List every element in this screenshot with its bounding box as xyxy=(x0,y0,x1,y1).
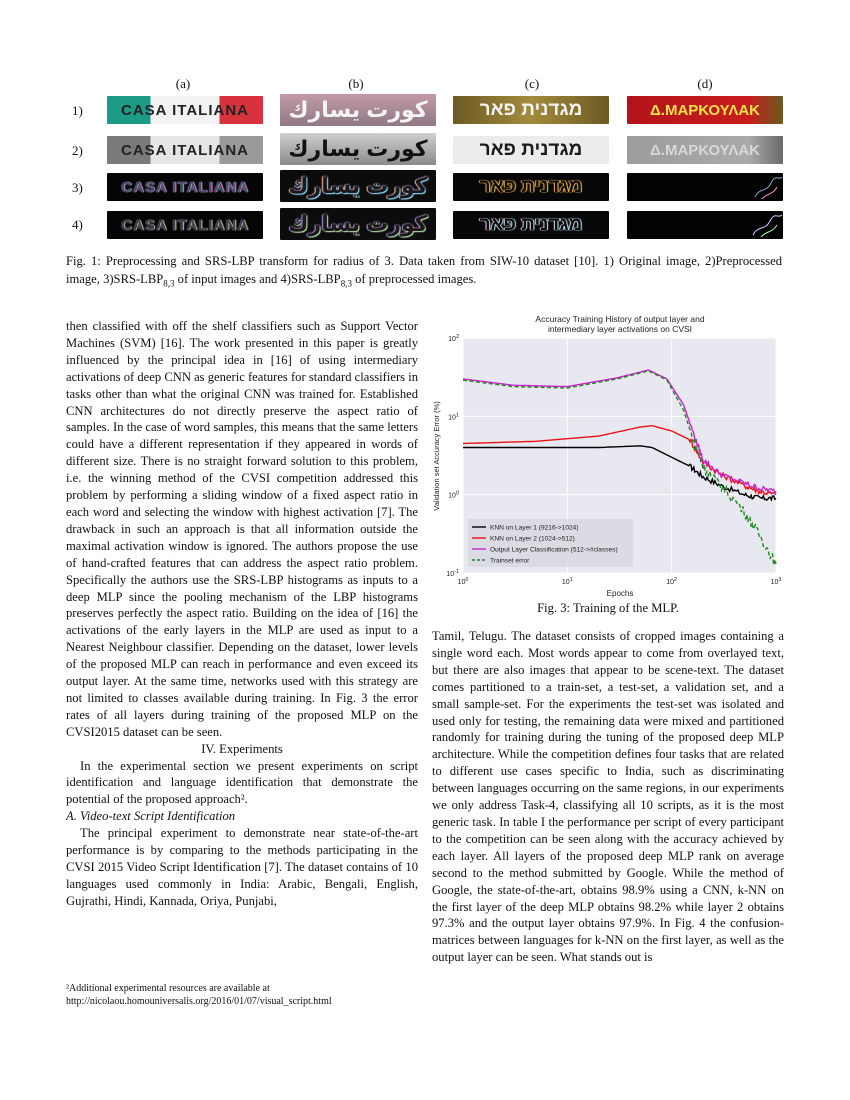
chart-title-line-2: intermediary layer activations on CVSI xyxy=(547,324,693,334)
tile-b-srslbp-input: كورت يسارك xyxy=(280,170,436,202)
paragraph: In the experimental section we present experiments on script identification and language identification that demonstrate the potential of the proposed approach². xyxy=(66,758,418,807)
tile-d-original: Δ.ΜΑΡΚΟΥΛΑΚ xyxy=(627,96,783,124)
tile-a-srslbp-preprocessed: CASA ITALIANA xyxy=(107,211,263,239)
tile-b-srslbp-preprocessed: كورت يسارك xyxy=(280,208,436,240)
figure-3-chart xyxy=(428,308,790,600)
figure-3-caption: Fig. 3: Training of the MLP. xyxy=(537,601,679,615)
col-label-c: (c) xyxy=(524,76,540,91)
tile-a-preprocessed: CASA ITALIANA xyxy=(107,136,263,164)
x-tick-label: $10^0$ xyxy=(457,577,469,586)
left-column xyxy=(66,318,418,910)
legend-entry: Output Layer Classification (512->#classes) xyxy=(490,546,618,554)
row-label-3: 3) xyxy=(72,180,83,195)
tile-c-srslbp-preprocessed: מגדנית פאר xyxy=(453,211,609,239)
tile-d-preprocessed: Δ.ΜΑΡΚΟΥΛΑΚ xyxy=(627,136,783,164)
footnote: ²Additional experimental resources are available at http://nicolaou.homouniversalis.org/2016/01/07/visual_script.html xyxy=(66,983,332,1007)
tile-b-preprocessed: كورت يسارك xyxy=(280,133,436,165)
tile-b-original: كورت يسارك xyxy=(280,94,436,126)
legend xyxy=(468,519,633,567)
row-label-1: 1) xyxy=(72,103,83,118)
chart-title-line-1: Accuracy Training History of output layer and xyxy=(535,314,705,324)
tile-a-original: CASA ITALIANA xyxy=(107,96,263,124)
tile-a-srslbp-input: CASA ITALIANA xyxy=(107,173,263,201)
tile-c-srslbp-input: מגדנית פאר xyxy=(453,173,609,201)
row-label-2: 2) xyxy=(72,143,83,158)
paragraph: The principal experiment to demonstrate near state-of-the-art performance is by comparing to the methods participating in the CVSI 2015 Video Script Identification [7]. The dataset contains of 10 languages used commonly in India: Arabic, Bengali, English, Gujrathi, Hindi, Kannada, Oriya, Punjabi, xyxy=(66,826,418,908)
legend-entry: Trainset error xyxy=(490,557,530,565)
figure-1-caption: Fig. 1: Preprocessing and SRS-LBP transform for radius of 3. Data taken from SIW-10 dataset [10]. 1) Original image, 2)Preprocessed image, $3)SRS-LBP_{8,3}$ of input images and $4)SRS-LBP_{8,3}$ of preprocessed images. xyxy=(66,254,782,289)
y-tick-label: $10^2$ xyxy=(448,334,459,343)
legend-entry: KNN on Layer 2 (1024->512) xyxy=(490,535,575,543)
tile-c-original: מגדנית פאר xyxy=(453,96,609,124)
x-axis-label: Epochs xyxy=(606,589,634,598)
right-column xyxy=(432,628,784,966)
row-label-4: 4) xyxy=(72,217,83,232)
texture-scribble xyxy=(627,173,783,201)
y-tick-label: $10^0$ xyxy=(448,490,459,500)
x-tick-label: $10^1$ xyxy=(561,577,573,586)
subsection-heading: A. Video-text Script Identification xyxy=(66,809,236,824)
texture-scribble xyxy=(627,211,783,239)
y-tick-label: $10^1$ xyxy=(448,412,459,422)
x-tick-label: $10^2$ xyxy=(666,577,678,586)
col-label-d: (d) xyxy=(697,76,713,91)
legend-entry: KNN on Layer 1 (9216->1024) xyxy=(490,524,579,532)
y-axis-label: Validation set Accuracy Error (%) xyxy=(432,401,441,511)
tile-d-srslbp-input xyxy=(627,173,783,201)
section-heading: IV. Experiments xyxy=(201,741,283,756)
col-label-b: (b) xyxy=(348,76,364,91)
tile-c-preprocessed: מגדנית פאר xyxy=(453,136,609,164)
y-tick-label: $10^{-1}$ xyxy=(446,569,459,578)
paragraph: then classified with off the shelf classifiers such as Support Vector Machines (SVM) [16]. The work presented in this paper is greatly influenced by the principal idea in [16] of using intermediary activations of deep CNN as generic features for standard classifiers in tasks other than what the original CNN was trained for. Established CNN architectures do not directly preserve the aspect ratio of samples. In the case of word samples, this means that the same letters could have a different representation if they appeared in words of different size. There is no straight forward solution to this problem, i.e. the winning method of the CVSI competition addressed this problem by performing a sliding window of a fixed aspect ratio in each word and selecting the window with highest activation [7]. The drawback in such an approach is that all information outside the maximal activation window is ignored. The authors propose the use of hand-crafted features that can address the aspect ratio problem. Specifically the authors use the SRS-LBP histograms as inputs to a deep MLP since the pooling mechanism of the LBP histograms preserves perfectly the aspect ratio. Building on the idea of [16] the activations of the early layers in the MLP are used as input to a Nearest Neighbour classifier. Depending on the dataset, lower levels of the proposed MLP can reach in performance and even exceed its output layer. At the same time, networks used with this strategy are not limited to classes available during training. In Fig. 3 the error rates of all layers during training of the proposed MLP on the CVSI2015 dataset can be seen. xyxy=(66,319,418,739)
x-tick-label: $10^3$ xyxy=(770,577,782,586)
col-label-a: (a) xyxy=(175,76,191,91)
paragraph: Tamil, Telugu. The dataset consists of cropped images containing a single word each. Most words appear to come from overlayed text, but there are also images that appear to be scene-text. The dataset comes partitioned to a train-set, a test-set, a validation set, and a small sample-set. For the experiments the test-set was isolated and used only for testing, the remaining data were mixed and partitioned randomly for training during the tuning of the proposed deep MLP architecture. While the competition defines four tasks that are related to different use cases specific to India, such as discriminating between languages occurring on the same regions, in our experiments we only address Task-4, classifying all 10 scripts, as it is the most generic task. In table I the performance per script of every participant to the competition can be seen along with the accuracy achieved by each layer. All layers of the proposed deep MLP rank on average second to the method submitted by Google. While the method of Google, the state-of-the-art, obtains 98.9% using a CNN, k-NN on the first layer of the deep MLP obtains 98.2% while layer 2 obtains 97.3% and the output layer obtains 97.9%. In Fig. 4 the confusion-matrices between languages for k-NN on the first layer, as well as the output layer can be seen. What stands out is xyxy=(432,629,784,965)
tile-d-srslbp-preprocessed xyxy=(627,211,783,239)
